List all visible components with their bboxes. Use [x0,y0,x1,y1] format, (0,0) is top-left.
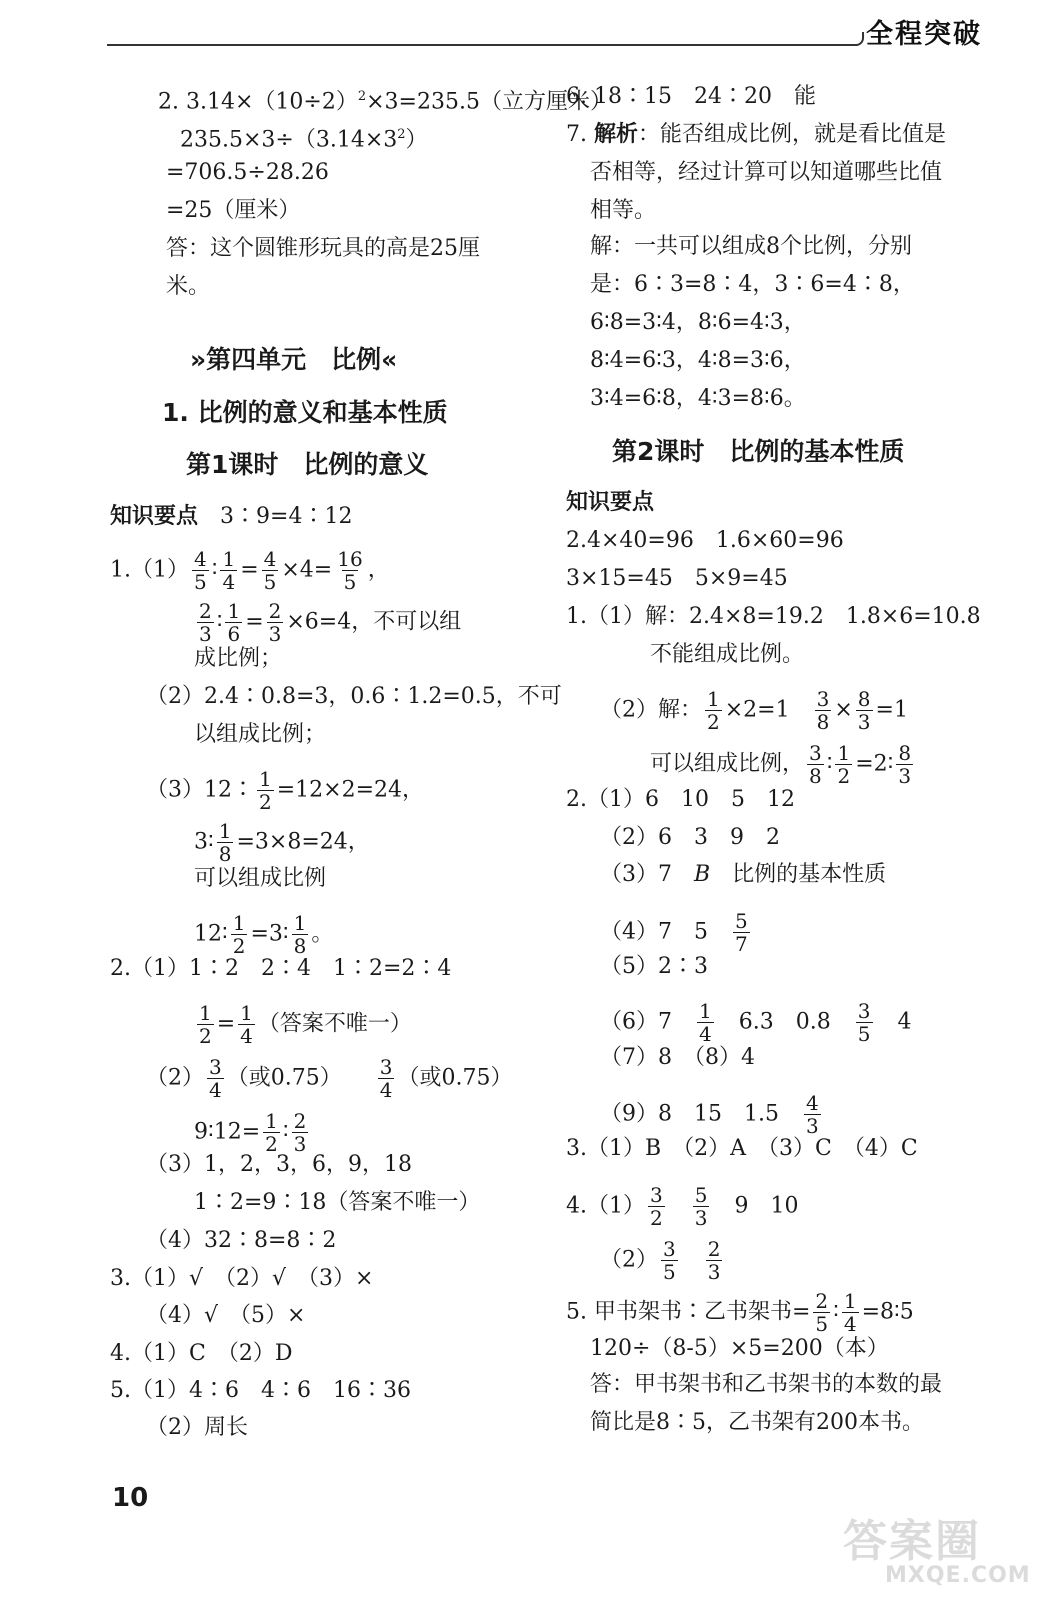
fraction [648,1184,665,1229]
numerator: 3 [816,687,830,711]
denominator: 2 [259,790,272,814]
line: 3.（1）√ （2）√ （3）× [110,1266,374,1291]
line: （3）12∶ $\frac{1}{2}$ =12×2=24， [146,767,425,814]
line: 3.（1）B （2）A （3）C （4）C [566,1136,918,1161]
header-rule-hook [852,32,864,46]
watermark-url: MXQE.COM [885,1563,1031,1588]
denominator: 3 [199,622,212,646]
numerator: 4 [263,547,277,571]
watermark [835,1505,1031,1595]
denominator: 5 [343,570,357,594]
line: 5. 甲书架书∶乙书架书= $\frac{2}{5}$ ∶ $\frac{1}{4}$ =8∶5 [566,1289,914,1336]
line: 4.（1）C （2）D [110,1341,293,1366]
knowledge-points-label: 知识要点 [566,490,655,515]
denominator: 4 [843,1312,857,1336]
fraction [292,912,309,957]
numerator: 5 [735,909,748,933]
line: =706.5÷28.26 [166,160,329,185]
numerator: 1 [232,911,246,935]
denominator: 8 [218,842,232,866]
fraction [856,688,873,733]
line: 可以组成比例， $\frac{3}{8}$ ∶ $\frac{1}{2}$ =2∶ $\frac{8}{3}$ [650,741,912,788]
fraction [257,768,274,813]
line: 6∶8=3∶4，8∶6=4∶3， [590,310,806,335]
fraction [267,600,284,645]
line: 8∶4=6∶3，4∶8=3∶6， [590,348,806,373]
denominator: 4 [222,570,236,594]
denominator: 3 [694,1206,708,1230]
numerator: 2 [199,599,212,623]
fraction [197,600,214,645]
denominator: 2 [837,764,851,788]
numerator: 1 [222,547,236,571]
numerator: 1 [227,599,241,623]
section-title: 1. 比例的意义和基本性质 [162,398,448,427]
numerator: 1 [240,1001,253,1025]
fraction [335,548,364,593]
line: 解：一共可以组成8个比例，分别 [590,234,912,259]
denominator: 3 [293,1132,307,1156]
line: 9∶12= $\frac{1}{2}$ ∶ $\frac{2}{3}$ [194,1109,307,1156]
line: 以组成比例； [194,722,327,747]
fraction [835,742,852,787]
denominator: 4 [699,1022,712,1046]
numerator: 8 [898,741,912,765]
denominator: 8 [816,710,830,734]
denominator: 4 [209,1078,222,1102]
line: （4）7 5 $\frac{5}{7}$ [600,909,748,956]
line: （4）32∶8=8∶2 [146,1228,337,1253]
fraction [207,1056,224,1101]
numerator: 3 [209,1055,222,1079]
numerator: 3 [857,999,871,1023]
fraction [697,1000,714,1045]
line: 2.（1）6 10 5 12 [566,787,795,812]
fraction [192,548,209,593]
line: 简比是8∶5，乙书架有200本书。 [590,1410,924,1435]
fraction [378,1056,395,1101]
line: 2.4×40=96 1.6×60=96 [566,528,844,553]
numerator: 1 [699,999,712,1023]
line: 否相等，经过计算可以知道哪些比值 [590,160,943,185]
numerator: 2 [293,1109,307,1133]
line: 3∶ $\frac{1}{8}$ =3×8=24， [194,819,370,866]
denominator: 8 [293,934,307,958]
line: 答：这个圆锥形玩具的高是25厘 [166,236,480,261]
line: （3）7 B 比例的基本性质 [600,862,887,887]
line: 4.（1） $\frac{3}{2}$ $\frac{5}{3}$ 9 10 [566,1183,799,1230]
line: =25（厘米） [166,198,301,223]
denominator: 7 [735,932,748,956]
fraction [197,1002,214,1047]
fraction [231,912,248,957]
numerator: 2 [815,1289,829,1313]
denominator: 6 [227,622,241,646]
line: （4）√ （5）× [146,1303,306,1328]
line: （2）2.4∶0.8=3，0.6∶1.2=0.5，不可 [146,684,562,709]
line: 成比例； [194,646,283,671]
fraction [693,1184,710,1229]
numerator: 1 [259,767,272,791]
numerator: 2 [268,599,282,623]
numerator: 3 [379,1055,393,1079]
denominator: 2 [707,710,720,734]
page-number: 10 [112,1483,149,1513]
denominator: 2 [232,934,246,958]
line: 5.（1）4∶6 4∶6 16∶36 [110,1378,411,1403]
line: 6. 18∶15 24∶20 能 [566,84,816,109]
line: 2.（1）1∶2 2∶4 1∶2=2∶4 [110,956,452,981]
line: 答：甲书架书和乙书架书的本数的最 [590,1372,943,1397]
fraction [292,1110,309,1155]
line: 1∶2=9∶18（答案不唯一） [194,1190,481,1215]
numerator: 1 [843,1289,857,1313]
denominator: 3 [707,1260,721,1284]
denominator: 8 [809,764,822,788]
fraction [661,1238,678,1283]
fraction [706,1238,723,1283]
denominator: 5 [663,1260,676,1284]
denominator: 3 [857,710,871,734]
numerator: 3 [650,1183,663,1207]
fraction [217,820,234,865]
lesson-title: 第2课时 比例的基本性质 [612,437,905,466]
fraction [807,742,824,787]
line: 不能组成比例。 [650,642,805,667]
line: （2） $\frac{3}{5}$ $\frac{2}{3}$ [600,1237,721,1284]
numerator: 1 [837,741,851,765]
fraction [220,548,237,593]
numerator: 1 [265,1109,278,1133]
header-rule [107,44,857,46]
line: $235.5\times 3\div(3.14\times 3^2)$ [180,127,428,153]
line: 1.（1）解：2.4×8=19.2 1.8×6=10.8 [566,604,981,629]
numerator: 3 [809,741,822,765]
numerator: 1 [218,819,232,843]
denominator: 2 [650,1206,663,1230]
unit-title: »第四单元 比例« [190,345,398,374]
lesson-title: 第1课时 比例的意义 [186,450,429,479]
line: （7）8 （8）4 [600,1045,755,1070]
brand-title: 全程突破 [866,19,982,50]
line: 可以组成比例 [194,866,327,891]
line: 2. $3.14\times(10\div 2)^2\times 3=235.5$（立方厘米） [158,89,612,115]
denominator: 2 [199,1024,212,1048]
numerator: 8 [857,687,871,711]
line: 相等。 [590,198,657,223]
fraction [815,688,832,733]
line: $\frac{1}{2}$ = $\frac{1}{4}$ （答案不唯一） [199,1001,412,1048]
line: 3∶4=6∶8，4∶3=8∶6。 [590,386,806,411]
denominator: 4 [240,1024,253,1048]
fraction [733,910,750,955]
line: （3）1，2，3，6，9，18 [146,1152,412,1177]
line: 120÷（8-5）×5=200（本） [590,1336,889,1361]
denominator: 5 [815,1312,829,1336]
numerator: 1 [199,1001,212,1025]
line: （2） $\frac{3}{4}$ （或0.75） $\frac{3}{4}$ （或0.75） [146,1055,513,1102]
watermark-logo: 答案圈 [843,1516,981,1567]
numerator: 4 [806,1091,819,1115]
denominator: 5 [194,570,207,594]
line: 米。 [166,274,211,299]
line: 3×15=45 5×9=45 [566,566,788,591]
fraction [813,1290,830,1335]
fraction [225,600,242,645]
denominator: 4 [379,1078,393,1102]
numerator: 1 [293,911,307,935]
denominator: 3 [898,764,912,788]
numerator: 3 [663,1237,676,1261]
denominator: 3 [268,622,282,646]
q1-line2: $\frac{2}{3}$ ∶ $\frac{1}{6}$ = $\frac{2}{3}$ ×6=4，不可以组 [199,599,462,646]
fraction [804,1092,821,1137]
line: （2）解： $\frac{1}{2}$ ×2=1 $\frac{3}{8}$ × $\frac{8}{3}$ =1 [600,687,908,734]
line: （5）2∶3 [600,954,708,979]
numerator: 2 [707,1237,721,1261]
knowledge-points: 知识要点 3∶9=4∶12 [110,504,353,529]
line: 7. 解析：能否组成比例，就是看比值是 [566,122,947,147]
line: 12∶ $\frac{1}{2}$ =3∶ $\frac{1}{8}$ 。 [194,911,334,958]
line: （2）6 3 9 2 [600,825,780,850]
fraction [842,1290,859,1335]
denominator: 5 [857,1022,871,1046]
line: （6）7 $\frac{1}{4}$ 6.3 0.8 $\frac{3}{5}$ 4 [600,999,912,1046]
denominator: 5 [263,570,277,594]
fraction [705,688,722,733]
line: （2）周长 [146,1415,248,1440]
denominator: 2 [265,1132,278,1156]
fraction [896,742,913,787]
numerator: 1 [707,687,720,711]
fraction [856,1000,873,1045]
fraction [238,1002,255,1047]
denominator: 3 [806,1114,819,1138]
numerator: 5 [694,1183,708,1207]
fraction [263,1110,280,1155]
numerator: 16 [337,547,363,571]
line: 是：6∶3=8∶4，3∶6=4∶8， [590,272,915,297]
q1-line1: 1.（1） $\frac{4}{5}$ ∶ $\frac{1}{4}$ = $\frac{4}{5}$ ×4= $\frac{16}{5}$ ， [110,547,390,594]
line: （9）8 15 1.5 $\frac{4}{3}$ [600,1091,819,1138]
fraction [262,548,279,593]
numerator: 4 [194,547,207,571]
